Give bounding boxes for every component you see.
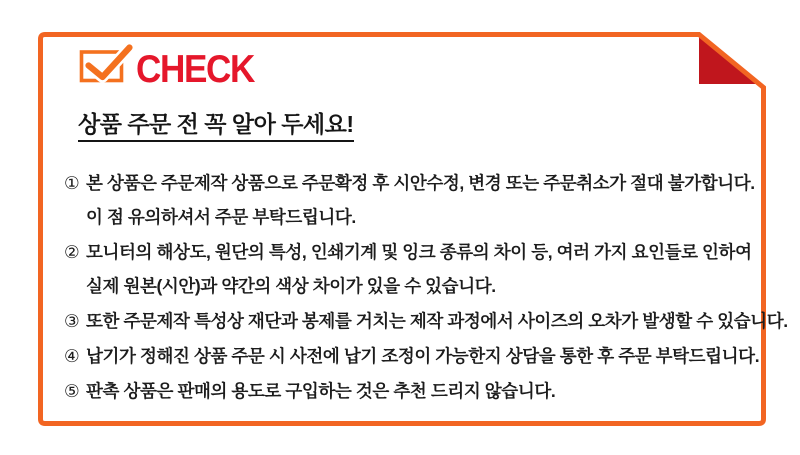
- check-logo-text: CHECK: [136, 48, 255, 91]
- list-item: [64, 304, 788, 338]
- item-text-line: 또한 주문제작 특성상 재단과 봉제를 거치는 제작 과정에서 사이즈의 오차가 발생할 수 있습니다.: [86, 311, 788, 331]
- item-number: ⑤: [64, 381, 80, 401]
- item-number: ④: [64, 346, 80, 366]
- item-number: ②: [64, 242, 80, 262]
- item-number: ①: [64, 173, 80, 193]
- corner-fold-triangle: [699, 37, 758, 84]
- item-text-line: 판촉 상품은 판매의 용도로 구입하는 것은 추천 드리지 않습니다.: [86, 381, 556, 401]
- item-text-line: 본 상품은 주문제작 상품으로 주문확정 후 시안수정, 변경 또는 주문취소가 절대 불가합니다.: [86, 173, 755, 193]
- notice-list: [64, 166, 788, 409]
- list-item: [64, 166, 764, 234]
- item-text-line: 모니터의 해상도, 원단의 특성, 인쇄기계 및 잉크 종류의 차이 등, 여러 가지 요인들로 인하여: [86, 242, 752, 262]
- checkbox-check-icon: [78, 44, 134, 86]
- list-item: [64, 339, 764, 373]
- item-text-line: 이 점 유의하셔서 주문 부탁드립니다.: [86, 207, 356, 227]
- list-item: [64, 374, 764, 408]
- list-item: [64, 235, 764, 303]
- item-number: ③: [64, 311, 80, 331]
- item-text-line: 납기가 정해진 상품 주문 시 사전에 납기 조정이 가능한지 상담을 통한 후 주문 부탁드립니다.: [86, 346, 760, 366]
- item-text-line: 실제 원본(시안)과 약간의 색상 차이가 있을 수 있습니다.: [86, 276, 496, 296]
- notice-heading: 상품 주문 전 꼭 알아 두세요!: [78, 111, 354, 142]
